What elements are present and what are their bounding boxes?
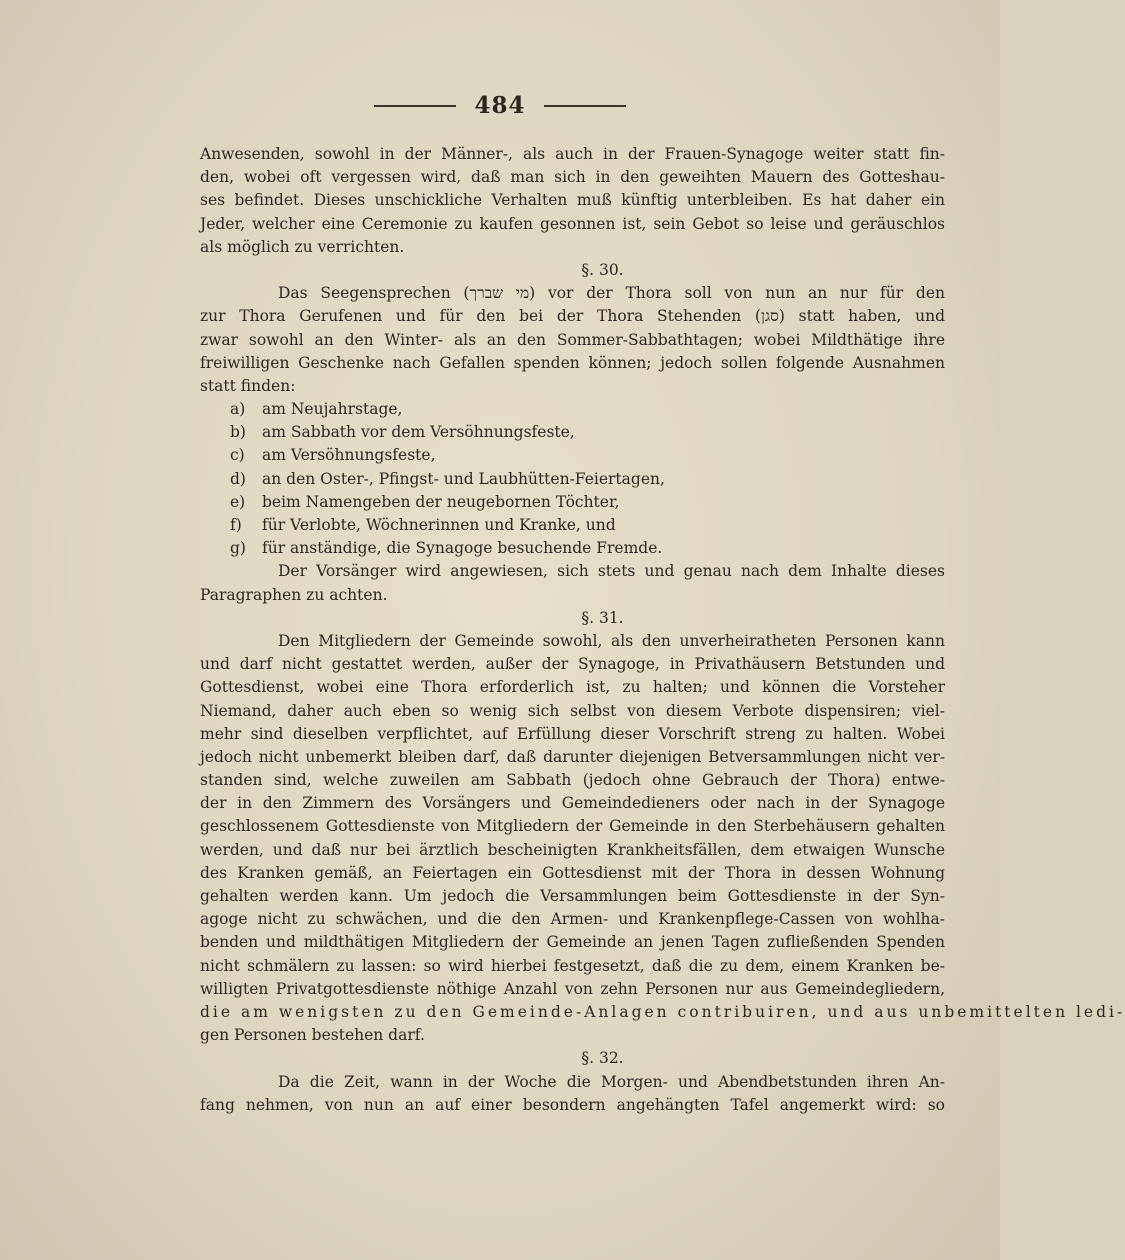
- list-item: [200, 514, 945, 537]
- text-line: Gottesdienst, wobei eine Thora erforderlich ist, zu halten; und können die Vorsteher: [200, 678, 945, 697]
- list-item: [200, 421, 945, 444]
- text-line: der in den Zimmern des Vorsängers und Gemeindedieners oder nach in der Synagoge: [200, 794, 945, 813]
- list-item: [200, 398, 945, 421]
- list-item-text: am Versöhnungsfeste,: [262, 446, 436, 465]
- text-line: mehr sind dieselben verpflichtet, auf Erfüllung dieser Vorschrift streng zu halten. Wobei: [200, 724, 945, 743]
- text-line: Das Seegensprechen (מי שברך) vor der Thora soll von nun an nur für den: [278, 284, 945, 303]
- text-line: Paragraphen zu achten.: [200, 585, 388, 604]
- list-item: [200, 491, 945, 514]
- list-item-text: am Neujahrstage,: [262, 400, 403, 419]
- section-heading: §. 32.: [581, 1049, 624, 1068]
- body-text: [200, 143, 1125, 1117]
- text-line: den, wobei oft vergessen wird, daß man sich in den geweihten Mauern des Gotteshau-: [200, 168, 945, 187]
- text-line: agoge nicht zu schwächen, und die den Armen- und Krankenpflege-Cassen von wohlha-: [200, 910, 945, 929]
- text-line: Anwesenden, sowohl in der Männer-, als auch in der Frauen-Synagoge weiter statt fin-: [200, 145, 945, 163]
- text-line: werden, und daß nur bei ärztlich bescheinigten Krankheitsfällen, dem etwaigen Wunsche: [200, 840, 945, 859]
- text-line: zwar sowohl an den Winter- als an den Sommer-Sabbathtagen; wobei Mildthätige ihre: [200, 330, 945, 349]
- list-item-text: beim Namengeben der neugebornen Töchter,: [262, 492, 620, 511]
- text-line: Niemand, daher auch eben so wenig sich selbst von diesem Verbote dispensiren; viel-: [200, 701, 945, 720]
- list-item-text: für anständige, die Synagoge besuchende Fremde.: [262, 539, 663, 558]
- text-line: gehalten werden kann. Um jedoch die Versammlungen beim Gottesdienste in der Syn-: [200, 887, 945, 905]
- text-line: fang nehmen, von nun an auf einer besondern angehängten Tafel angemerkt wird: so: [200, 1095, 945, 1114]
- text-line: Den Mitgliedern der Gemeinde sowohl, als den unverheiratheten Personen kann: [278, 631, 945, 650]
- text-line: statt finden:: [200, 376, 296, 395]
- list-marker: c): [230, 446, 245, 465]
- list-marker: b): [230, 423, 246, 442]
- text-line: zur Thora Gerufenen und für den bei der Thora Stehenden (סגן) statt haben, und: [200, 307, 945, 326]
- text-line: als möglich zu verrichten.: [200, 237, 405, 256]
- list-item-text: für Verlobte, Wöchnerinnen und Kranke, und: [262, 516, 616, 534]
- header-rule-right: [544, 105, 626, 107]
- text-line: standen sind, welche zuweilen am Sabbath (jedoch ohne Gebrauch der Thora) entwe-: [200, 771, 945, 790]
- list-marker: d): [230, 469, 246, 488]
- text-line: geschlossenem Gottesdienste von Mitgliedern der Gemeinde in den Sterbehäusern gehalten: [200, 817, 945, 836]
- text-line: des Kranken gemäß, an Feiertagen ein Gottesdienst mit der Thora in dessen Wohnung: [200, 863, 945, 882]
- list-item-text: am Sabbath vor dem Versöhnungsfeste,: [262, 423, 575, 442]
- text-line: die am wenigsten zu den Gemeinde-Anlagen contribuiren, und aus unbemittelten ledi-: [200, 1002, 1125, 1021]
- list-marker: f): [230, 516, 242, 534]
- list-item: [200, 537, 945, 560]
- list-marker: a): [230, 400, 246, 419]
- text-line: nicht schmälern zu lassen: so wird hierbei festgesetzt, daß die zu dem, einem Kranken be-: [200, 956, 945, 975]
- page-number: 484: [474, 92, 526, 119]
- page-header: [0, 92, 1000, 119]
- text-line: jedoch nicht unbemerkt bleiben darf, daß darunter diejenigen Betversammlungen nicht ver-: [200, 747, 945, 766]
- text-line: Der Vorsänger wird angewiesen, sich stets und genau nach dem Inhalte dieses: [278, 562, 945, 581]
- text-line: Da die Zeit, wann in der Woche die Morgen- und Abendbetstunden ihren An-: [278, 1072, 945, 1091]
- list-item: [200, 444, 945, 467]
- section-heading: §. 30.: [581, 260, 624, 279]
- header-rule-left: [374, 105, 456, 107]
- list-marker: g): [230, 539, 246, 558]
- text-line: freiwilligen Geschenke nach Gefallen spenden können; jedoch sollen folgende Ausnahmen: [200, 353, 945, 372]
- text-line: benden und mildthätigen Mitgliedern der Gemeinde an jenen Tagen zufließenden Spenden: [200, 933, 945, 952]
- list-item: [200, 468, 945, 491]
- text-line: gen Personen bestehen darf.: [200, 1026, 425, 1045]
- text-line: Jeder, welcher eine Ceremonie zu kaufen gesonnen ist, sein Gebot so leise und geräuschlos: [200, 214, 945, 233]
- section-heading: §. 31.: [581, 608, 624, 627]
- text-line: und darf nicht gestattet werden, außer der Synagoge, in Privathäusern Betstunden und: [200, 655, 945, 674]
- text-line: ses befindet. Dieses unschickliche Verhalten muß künftig unterbleiben. Es hat daher ein: [200, 191, 945, 210]
- list-marker: e): [230, 492, 246, 511]
- text-line: willigten Privatgottesdienste nöthige Anzahl von zehn Personen nur aus Gemeindegliedern,: [200, 979, 945, 998]
- list-item-text: an den Oster-, Pfingst- und Laubhütten-Feiertagen,: [262, 469, 665, 488]
